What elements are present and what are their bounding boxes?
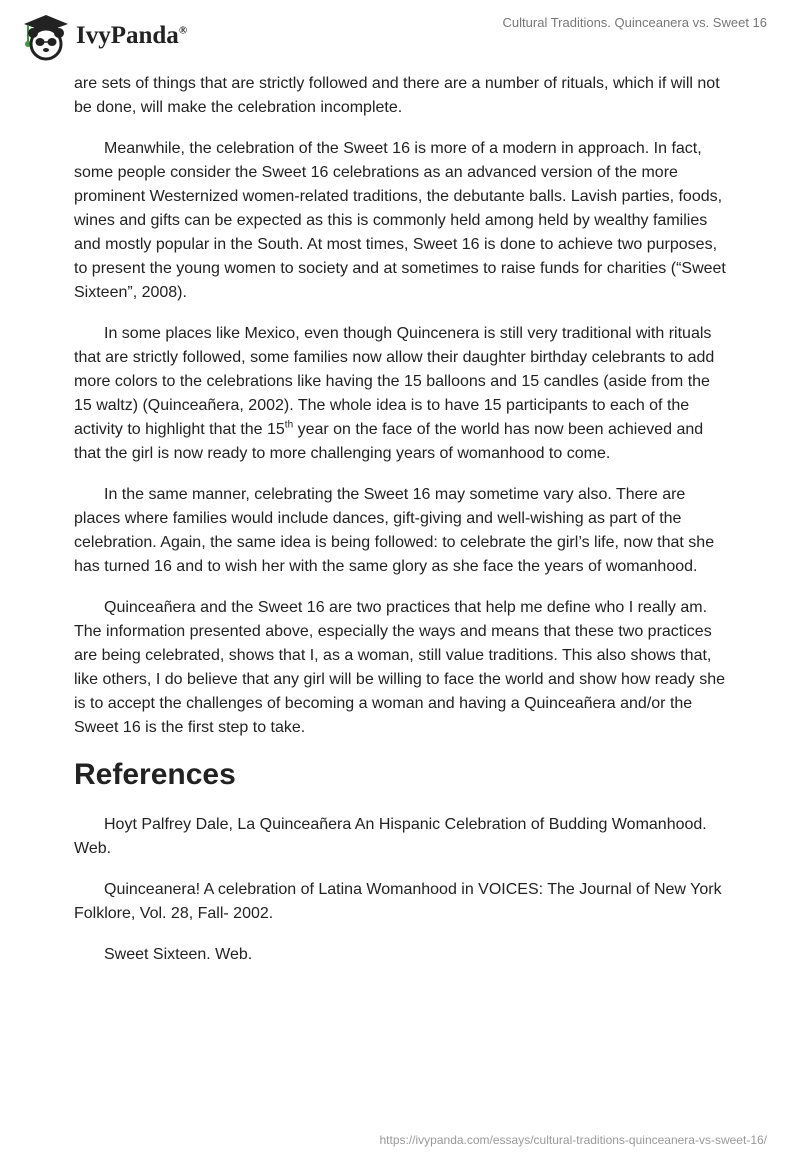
essay-body [74,72,729,984]
reference-item: Sweet Sixteen. Web. [104,946,253,963]
logo[interactable] [20,10,187,62]
document-title: Cultural Traditions. Quinceanera vs. Sweet 16 [502,15,767,30]
source-url[interactable]: https://ivypanda.com/essays/cultural-traditions-quinceanera-vs-sweet-16/ [379,1133,767,1147]
logo-text: IvyPanda® [76,22,188,49]
paragraph: In some places like Mexico, even though Quincenera is still very traditional with rituals that are strictly followed, some families now allow their daughter birthday celebrants to add more colors to the celebrations like having the 15 balloons and 15 candles (aside from the 15 waltz) (Quinceañera, 2002). The whole idea is to have 15 participants to each of the activity to highlight that the 15th year on the face of the world has now been achieved and that the girl is now ready to more challenging years of womanhood to come. [74,325,715,462]
reference-item: Quinceanera! A celebration of Latina Womanhood in VOICES: The Journal of New York Folklore, Vol. 28, Fall- 2002. [74,881,722,922]
reference-item: Hoyt Palfrey Dale, La Quinceañera An Hispanic Celebration of Budding Womanhood. Web. [74,816,707,857]
paragraph: are sets of things that are strictly followed and there are a number of rituals, which if will not be done, will make the celebration incomplete. [74,75,720,116]
references-heading: References [74,758,236,791]
paragraph: In the same manner, celebrating the Sweet 16 may sometime vary also. There are places where families would include dances, gift-giving and well-wishing as part of the celebration. Again, the same idea is being followed: to celebrate the girl’s life, now that she has turned 16 and to wish her with the same glory as she face the years of womanhood. [74,486,715,575]
paragraph: Meanwhile, the celebration of the Sweet 16 is more of a modern in approach. In fact, some people consider the Sweet 16 celebrations as an advanced version of the more prominent Westernized women-related traditions, the debutante balls. Lavish parties, foods, wines and gifts can be expected as this is commonly held among held by wealthy families and mostly popular in the South. At most times, Sweet 16 is done to achieve two purposes, to present the young women to society and at sometimes to raise funds for charities (“Sweet Sixteen”, 2008). [74,140,726,301]
paragraph: Quinceañera and the Sweet 16 are two practices that help me define who I really am. The information presented above, especially the ways and means that these two practices are being celebrated, shows that I, as a woman, still value traditions. This also shows that, like others, I do believe that any girl will be willing to face the world and show how ready she is to accept the challenges of becoming a woman and having a Quinceañera and/or the Sweet 16 is the first step to take. [74,599,726,736]
panda-graduate-icon [20,10,72,62]
